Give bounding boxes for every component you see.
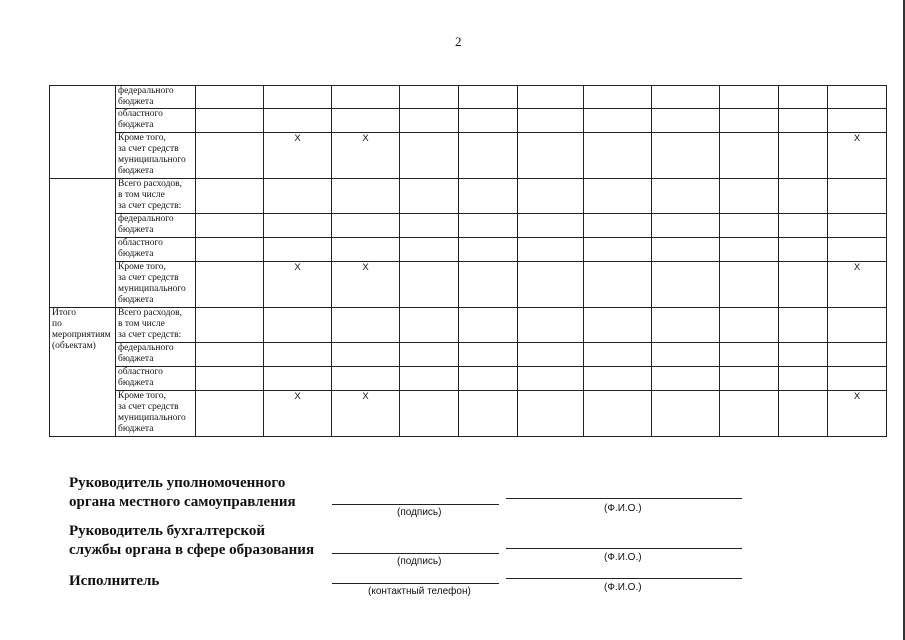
table-row xyxy=(50,343,887,367)
signer-head-accounting: Руководитель бухгалтерской службы органа в сфере образования xyxy=(69,523,315,558)
caption-signature: (подпись) xyxy=(397,556,442,567)
table-row xyxy=(50,133,887,179)
table-row xyxy=(50,214,887,238)
x-mark: X xyxy=(828,133,887,179)
row-label-regional: областного бюджета xyxy=(116,109,196,133)
caption-phone: (контактный телефон) xyxy=(368,586,471,597)
x-mark: X xyxy=(332,133,400,179)
table-row xyxy=(50,86,887,109)
x-mark: X xyxy=(264,391,332,437)
signer-executor: Исполнитель xyxy=(69,573,160,589)
table-row xyxy=(50,238,887,262)
caption-fio: (Ф.И.О.) xyxy=(604,552,642,563)
phone-line xyxy=(332,583,499,584)
row-label-total: Всего расходов, в том числе за счет средств: xyxy=(116,179,196,214)
x-mark: X xyxy=(828,262,887,308)
caption-fio: (Ф.И.О.) xyxy=(604,582,642,593)
caption-fio: (Ф.И.О.) xyxy=(604,503,642,514)
fio-line xyxy=(506,498,742,499)
table-row xyxy=(50,367,887,391)
row-label-federal: федерального бюджета xyxy=(116,86,196,109)
table-row xyxy=(50,308,887,343)
row-label-federal: федерального бюджета xyxy=(116,214,196,238)
group-cell xyxy=(50,179,116,308)
row-label-federal: федерального бюджета xyxy=(116,343,196,367)
x-mark: X xyxy=(332,391,400,437)
row-label-regional: областного бюджета xyxy=(116,238,196,262)
budget-table xyxy=(49,85,887,437)
page-number: 2 xyxy=(455,34,462,49)
row-label-regional: областного бюджета xyxy=(116,367,196,391)
fio-line xyxy=(506,578,742,579)
fio-line xyxy=(506,548,742,549)
x-mark: X xyxy=(264,262,332,308)
row-label-total: Всего расходов, в том числе за счет средств: xyxy=(116,308,196,343)
table-row xyxy=(50,109,887,133)
signature-line xyxy=(332,553,499,554)
row-label-municipal: Кроме того, за счет средств муниципального бюджета xyxy=(116,133,196,179)
x-mark: X xyxy=(828,391,887,437)
group-cell xyxy=(50,86,116,179)
table-row xyxy=(50,391,887,437)
row-label-municipal: Кроме того, за счет средств муниципального бюджета xyxy=(116,262,196,308)
signer-head-authorized: Руководитель уполномоченного органа местного самоуправления xyxy=(69,475,296,510)
caption-signature: (подпись) xyxy=(397,507,442,518)
group-label-total: Итого по мероприятиям (объектам) xyxy=(50,308,116,437)
row-label-municipal: Кроме того, за счет средств муниципального бюджета xyxy=(116,391,196,437)
table-row xyxy=(50,179,887,214)
table-row xyxy=(50,262,887,308)
x-mark: X xyxy=(332,262,400,308)
signature-line xyxy=(332,504,499,505)
x-mark: X xyxy=(264,133,332,179)
